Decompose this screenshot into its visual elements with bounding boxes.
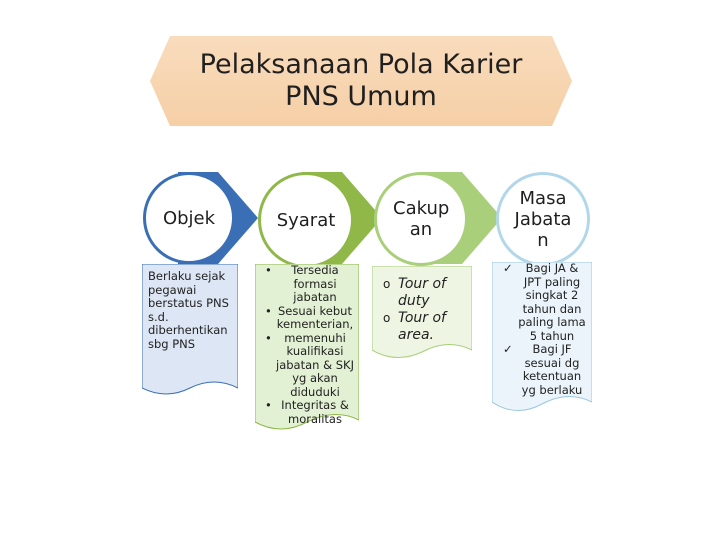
masa-item: ✓ Bagi JA & JPT paling singkat 2 tahun dan paling lama 5 tahun <box>516 262 588 343</box>
masa-heading: Masa Jabata n <box>514 187 572 251</box>
syarat-item: • Tersedia formasi jabatan <box>275 264 355 305</box>
syarat-circle <box>258 172 354 268</box>
objek-heading: Objek <box>162 207 216 229</box>
cakupan-box <box>372 266 472 362</box>
title-banner <box>150 36 572 126</box>
cakupan-item: o Tour of area. <box>398 310 468 344</box>
title-text <box>150 36 572 126</box>
cakupan-item: o Tour of duty <box>398 276 468 310</box>
masa-box <box>492 262 592 416</box>
syarat-heading: Syarat <box>276 209 336 231</box>
syarat-item: • Integritas & moralitas <box>275 399 355 426</box>
title-line-1: Pelaksanaan Pola Karier <box>199 49 523 80</box>
masa-circle <box>496 172 590 266</box>
objek-text: Berlaku sejak pegawai berstatus PNS s.d. diberhentikan sbg PNS <box>148 269 229 351</box>
syarat-box <box>255 264 359 436</box>
masa-item: ✓ Bagi JF sesuai dg ketentuan yg berlaku <box>516 343 588 397</box>
objek-box <box>142 264 238 400</box>
syarat-item: • Sesuai kebut kementerian, <box>275 305 355 332</box>
title-line-2: PNS Umum <box>285 81 437 112</box>
objek-circle <box>143 172 235 264</box>
syarat-item: • memenuhi kualifikasi jabatan & SKJ yg akan diduduki <box>275 332 355 400</box>
cakupan-heading: Cakup an <box>393 198 450 240</box>
cakupan-circle <box>374 172 468 266</box>
